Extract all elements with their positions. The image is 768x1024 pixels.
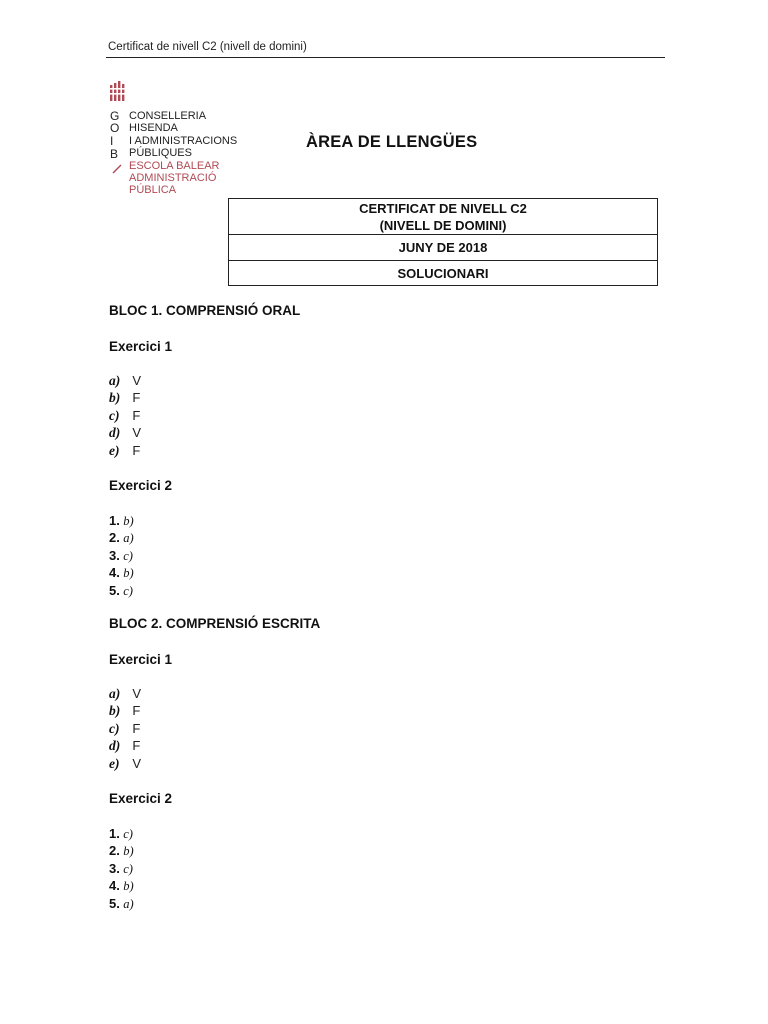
bloc1-ex2-answers bbox=[109, 512, 134, 599]
cert-level-line1: CERTIFICAT DE NIVELL C2 bbox=[359, 200, 527, 216]
list-item: 3. c) bbox=[109, 860, 133, 876]
bloc1-ex1-answers bbox=[109, 372, 141, 459]
cert-level-cell bbox=[229, 199, 658, 235]
list-item: 2. a) bbox=[109, 530, 134, 546]
list-item: e) F bbox=[109, 442, 141, 458]
list-item: d) F bbox=[109, 738, 141, 754]
logo-letter-o: O bbox=[110, 121, 120, 135]
logo-letter-i: I bbox=[110, 134, 114, 148]
list-item: c) F bbox=[109, 407, 141, 423]
cert-date-cell: JUNY DE 2018 bbox=[229, 235, 658, 261]
logo-line-publica: PÚBLICA bbox=[129, 184, 177, 196]
list-item: 1. b) bbox=[109, 513, 134, 528]
running-header: Certificat de nivell C2 (nivell de domini) bbox=[108, 41, 307, 53]
logo-letter-b: B bbox=[110, 147, 119, 161]
list-item: e) V bbox=[109, 755, 142, 771]
logo-line-publiques: PÚBLIQUES bbox=[129, 147, 192, 159]
logo-line-hisenda: HISENDA bbox=[129, 122, 178, 134]
list-item: d) V bbox=[109, 425, 142, 441]
goib-logo bbox=[109, 80, 249, 200]
list-item: b) F bbox=[109, 703, 141, 719]
list-item: 5. a) bbox=[109, 895, 134, 911]
bloc2-ex1-answers bbox=[109, 685, 141, 772]
logo-line-administracio: ADMINISTRACIÓ bbox=[129, 172, 217, 184]
list-item: a) V bbox=[109, 373, 142, 388]
list-item: 4. b) bbox=[109, 565, 134, 581]
logo-line-administracions: I ADMINISTRACIONS bbox=[129, 135, 238, 147]
bloc1-ex2-title: Exercici 2 bbox=[109, 478, 173, 493]
list-item: 1. c) bbox=[109, 826, 133, 841]
bloc1-title: BLOC 1. COMPRENSIÓ ORAL bbox=[109, 303, 301, 318]
logo-line-escola: ESCOLA BALEAR bbox=[129, 160, 220, 172]
logo-line-conselleria: CONSELLERIA bbox=[129, 110, 207, 122]
cert-type-cell: SOLUCIONARI bbox=[229, 261, 658, 286]
bloc1-ex1-title: Exercici 1 bbox=[109, 339, 173, 354]
bloc2-ex2-title: Exercici 2 bbox=[109, 791, 173, 806]
header-rule bbox=[106, 57, 665, 58]
goib-emblem-icon bbox=[109, 80, 127, 102]
list-item: c) F bbox=[109, 720, 141, 736]
list-item: 4. b) bbox=[109, 878, 134, 894]
list-item: 3. c) bbox=[109, 547, 133, 563]
bloc2-ex2-answers bbox=[109, 825, 134, 912]
cert-level-line2: (NIVELL DE DOMINI) bbox=[379, 217, 507, 233]
list-item: a) V bbox=[109, 686, 142, 701]
logo-letter-g: G bbox=[110, 109, 120, 123]
bloc2-ex1-title: Exercici 1 bbox=[109, 652, 173, 667]
list-item: 5. c) bbox=[109, 582, 133, 598]
list-item: 2. b) bbox=[109, 843, 134, 859]
certificate-table bbox=[228, 198, 658, 286]
bloc2-title: BLOC 2. COMPRENSIÓ ESCRITA bbox=[109, 616, 321, 631]
area-title: ÀREA DE LLENGÜES bbox=[306, 133, 478, 151]
logo-slash-icon bbox=[112, 164, 122, 174]
list-item: b) F bbox=[109, 390, 141, 406]
